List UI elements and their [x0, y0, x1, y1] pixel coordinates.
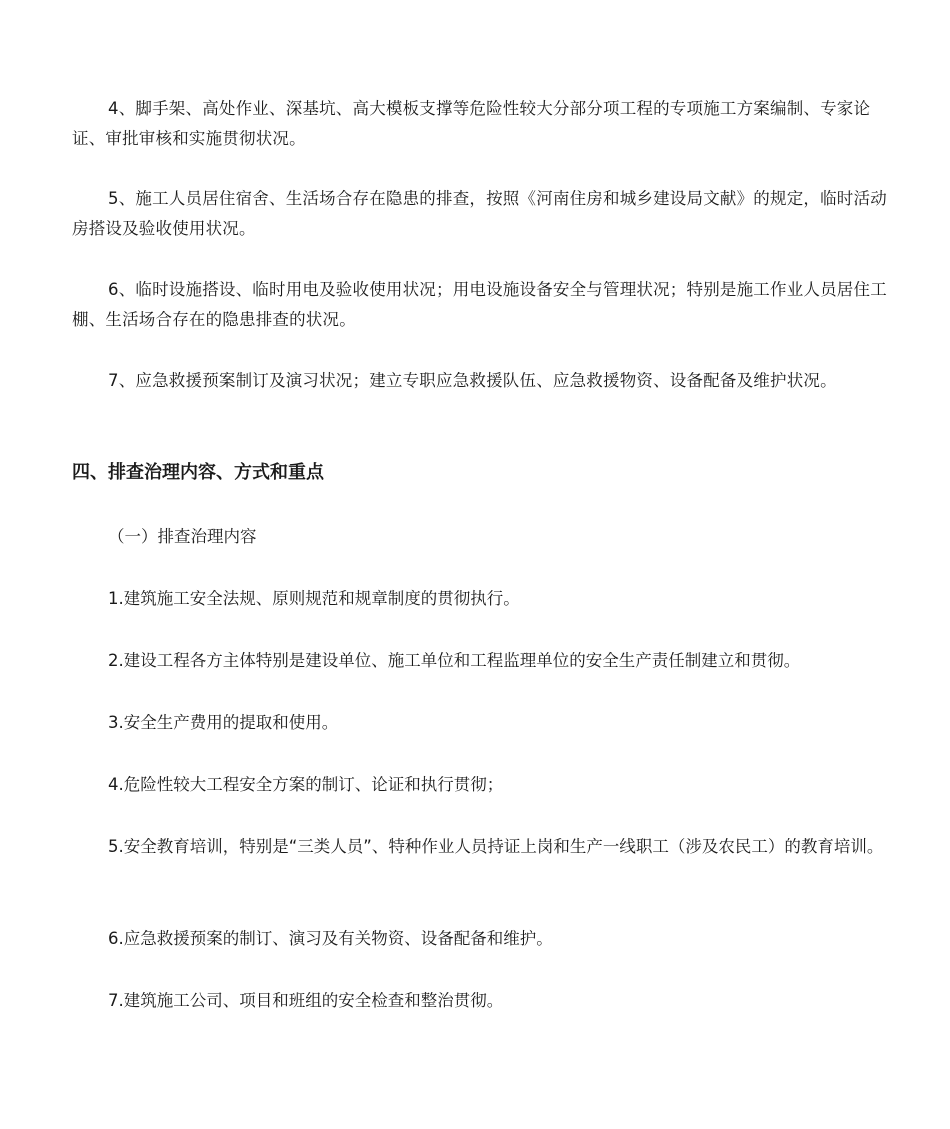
section-heading: 四、排查治理内容、方式和重点	[72, 462, 324, 483]
paragraph-item-5: 5、施工人员居住宿舍、生活场合存在隐患的排查，按照《河南住房和城乡建设局文献》的规定，临时活动房搭设及验收使用状况。	[72, 189, 887, 238]
section-subheading: （一）排查治理内容	[108, 527, 257, 546]
paragraph-item-6: 6、临时设施搭设、临时用电及验收使用状况；用电设施设备安全与管理状况；特别是施工作业人员居住工棚、生活场合存在的隐患排查的状况。	[72, 280, 887, 329]
content-item-7: 7.建筑施工公司、项目和班组的安全检查和整治贯彻。	[108, 991, 504, 1010]
content-item-1: 1.建筑施工安全法规、原则规范和规章制度的贯彻执行。	[108, 589, 520, 608]
paragraph-item-4: 4、脚手架、高处作业、深基坑、高大模板支撑等危险性较大分部分项工程的专项施工方案编制、专家论证、审批审核和实施贯彻状况。	[72, 99, 871, 148]
content-item-2: 2.建设工程各方主体特别是建设单位、施工单位和工程监理单位的安全生产责任制建立和贯彻。	[108, 651, 801, 670]
content-item-5: 5.安全教育培训，特别是“三类人员”、特种作业人员持证上岗和生产一线职工（涉及农民工）的教育培训。	[108, 837, 884, 856]
content-item-3: 3.安全生产费用的提取和使用。	[108, 713, 339, 732]
paragraph-item-7: 7、应急救援预案制订及演习状况；建立专职应急救援队伍、应急救援物资、设备配备及维护状况。	[108, 371, 837, 390]
content-item-6: 6.应急救援预案的制订、演习及有关物资、设备配备和维护。	[108, 929, 553, 948]
content-item-4: 4.危险性较大工程安全方案的制订、论证和执行贯彻；	[108, 775, 504, 794]
